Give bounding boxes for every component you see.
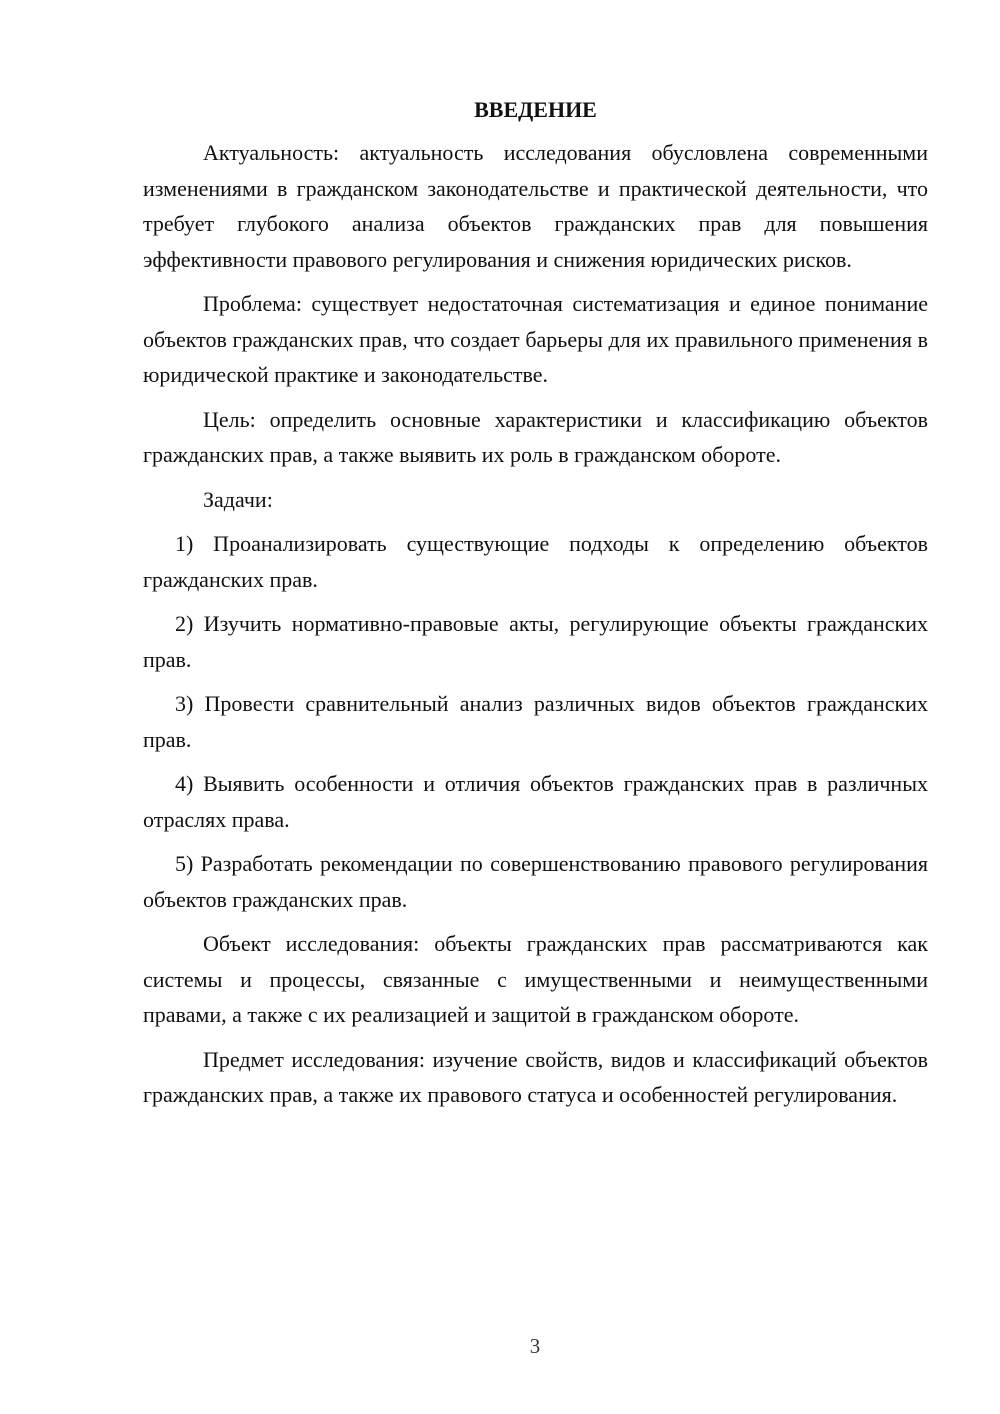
page-number: 3 — [529, 1334, 541, 1358]
object-paragraph: Объект исследования: объекты гражданских прав рассматриваются как системы и процессы, связанные с имущественными и неимущественными правами, а также с их реализацией и защитой в гражданском обороте. — [143, 931, 928, 1027]
section-heading: ВВЕДЕНИЕ — [474, 97, 597, 122]
task-item-3: 3) Провести сравнительный анализ различных видов объектов гражданских прав. — [143, 691, 928, 752]
document-page — [143, 90, 928, 1113]
task-item-2: 2) Изучить нормативно-правовые акты, регулирующие объекты гражданских прав. — [143, 611, 928, 672]
tasks-label: Задачи: — [203, 486, 273, 512]
task-item-4: 4) Выявить особенности и отличия объектов гражданских прав в различных отраслях права. — [143, 771, 928, 832]
relevance-paragraph: Актуальность: актуальность исследования обусловлена современными изменениями в гражданском законодательстве и практической деятельности, что требует глубокого анализа объектов гражданских прав для повышения эффективности правового регулирования и снижения юридических рисков. — [143, 140, 928, 272]
subject-paragraph: Предмет исследования: изучение свойств, видов и классификаций объектов гражданских прав, а также их правового статуса и особенностей регулирования. — [143, 1046, 928, 1107]
task-item-1: 1) Проанализировать существующие подходы к определению объектов гражданских прав. — [143, 531, 928, 592]
problem-paragraph: Проблема: существует недостаточная систематизация и единое понимание объектов гражданских прав, что создает барьеры для их правильного применения в юридической практике и законодательстве. — [143, 291, 928, 387]
task-item-5: 5) Разработать рекомендации по совершенствованию правового регулирования объектов гражданских прав. — [143, 851, 928, 912]
goal-paragraph: Цель: определить основные характеристики и классификацию объектов гражданских прав, а также выявить их роль в гражданском обороте. — [143, 406, 928, 467]
